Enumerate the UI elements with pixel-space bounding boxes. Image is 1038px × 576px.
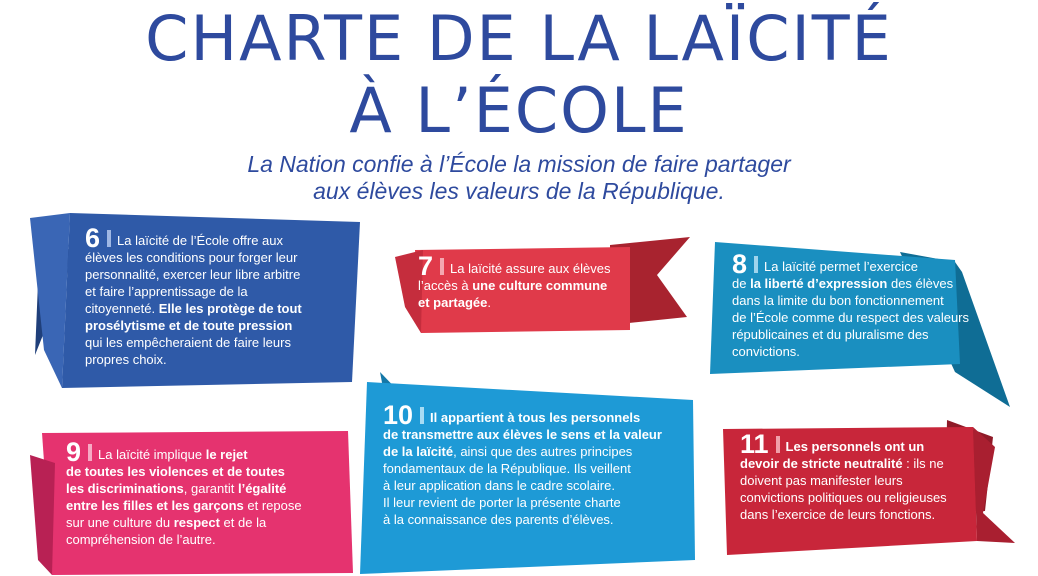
article-8-text-line: républicaines et du pluralisme des (732, 327, 929, 342)
charter-title-line-1: CHARTE DE LA LAÏCITÉ (145, 2, 893, 75)
article-10-text-line: de la laïcité, ainsi que des autres principes (383, 444, 633, 459)
article-6 (85, 223, 355, 368)
article-11-text-line: doivent pas manifester leurs (740, 473, 903, 488)
article-8-first-line (732, 249, 972, 279)
article-8 (732, 249, 972, 360)
article-9 (66, 437, 346, 548)
article-8-number: 8 (732, 249, 748, 279)
article-6-text-line: personnalité, exercer leur libre arbitre (85, 267, 301, 282)
article-8-text-line: dans la limite du bon fonctionnement (732, 293, 944, 308)
article-9-separator-bar (88, 444, 92, 461)
article-7-number: 7 (418, 251, 434, 281)
article-11 (740, 429, 975, 523)
article-10-first-line: 10 Il appartient à tous les personnels (383, 400, 641, 430)
article-8-text-line: de la liberté d’expression des élèves (732, 276, 954, 291)
article-10-text-line: Il leur revient de porter la présente charte (383, 495, 621, 510)
article-7-separator-bar (440, 258, 444, 275)
subtitle-line-2: aux élèves les valeurs de la République. (313, 178, 725, 204)
charter-title-line-2: À L’ÉCOLE (349, 74, 689, 147)
article-8-separator-bar (754, 256, 758, 273)
article-6-text-line: et faire l’apprentissage de la (85, 284, 248, 299)
article-6-first-line (85, 223, 355, 253)
article-7-text-line: l’accès à une culture commune (418, 278, 608, 293)
article-11-separator-bar (776, 436, 780, 453)
article-6-text-line: La laïcité de l’École offre aux (117, 233, 284, 248)
article-10-text-line: à leur application dans le cadre scolaire. (383, 478, 615, 493)
article-8-text-line: de l’École comme du respect des valeurs (732, 310, 970, 325)
article-9-text-line: les discriminations, garantit l’égalité (66, 481, 287, 496)
article-10-text-line: de transmettre aux élèves le sens et la valeur (383, 427, 662, 442)
article-10-number: 10 (383, 400, 414, 430)
article-7-first-line (418, 251, 628, 281)
article-11-text-line: devoir de stricte neutralité : ils ne (740, 456, 944, 471)
article-6-text-line: prosélytisme et de toute pression (85, 318, 293, 333)
subtitle-line-1: La Nation confie à l’École la mission de faire partager (247, 151, 791, 177)
article-11-number: 11 (740, 429, 769, 459)
article-6-text-line: élèves les conditions pour forger leur (85, 250, 298, 265)
article-9-text-line: compréhension de l’autre. (66, 532, 216, 547)
article-11-text-line: dans l’exercice de leurs fonctions. (740, 507, 936, 522)
article-7-text-line: et partagée. (418, 295, 491, 310)
article-7 (418, 251, 628, 311)
article-9-number: 9 (66, 437, 82, 467)
article-10-separator-bar (420, 407, 424, 424)
article-7-text-line: La laïcité assure aux élèves (450, 261, 611, 276)
article-6-separator-bar (107, 230, 111, 247)
article-9-first-line: 9 La laïcité implique le rejet (66, 437, 248, 467)
article-8-text-line: La laïcité permet l’exercice (764, 259, 918, 274)
article-9-text-line: sur une culture du respect et de la (66, 515, 267, 530)
article-6-text-line: propres choix. (85, 352, 167, 367)
article-11-text-line: convictions politiques ou religieuses (740, 490, 947, 505)
article-8-text-line: convictions. (732, 344, 800, 359)
article-6-text-line: qui les empêcheraient de faire leurs (85, 335, 291, 350)
article-10-text-line: à la connaissance des parents d’élèves. (383, 512, 614, 527)
article-10 (383, 400, 693, 528)
article-9-text-line: de toutes les violences et de toutes (66, 464, 285, 479)
article-10-text-line: fondamentaux de la République. Ils veillent (383, 461, 631, 476)
article-6-text-line: citoyenneté. Elle les protège de tout (85, 301, 302, 316)
article-9-text-line: entre les filles et les garçons et repose (66, 498, 302, 513)
article-11-first-line: 11 Les personnels ont un (740, 429, 925, 459)
article-6-number: 6 (85, 223, 101, 253)
